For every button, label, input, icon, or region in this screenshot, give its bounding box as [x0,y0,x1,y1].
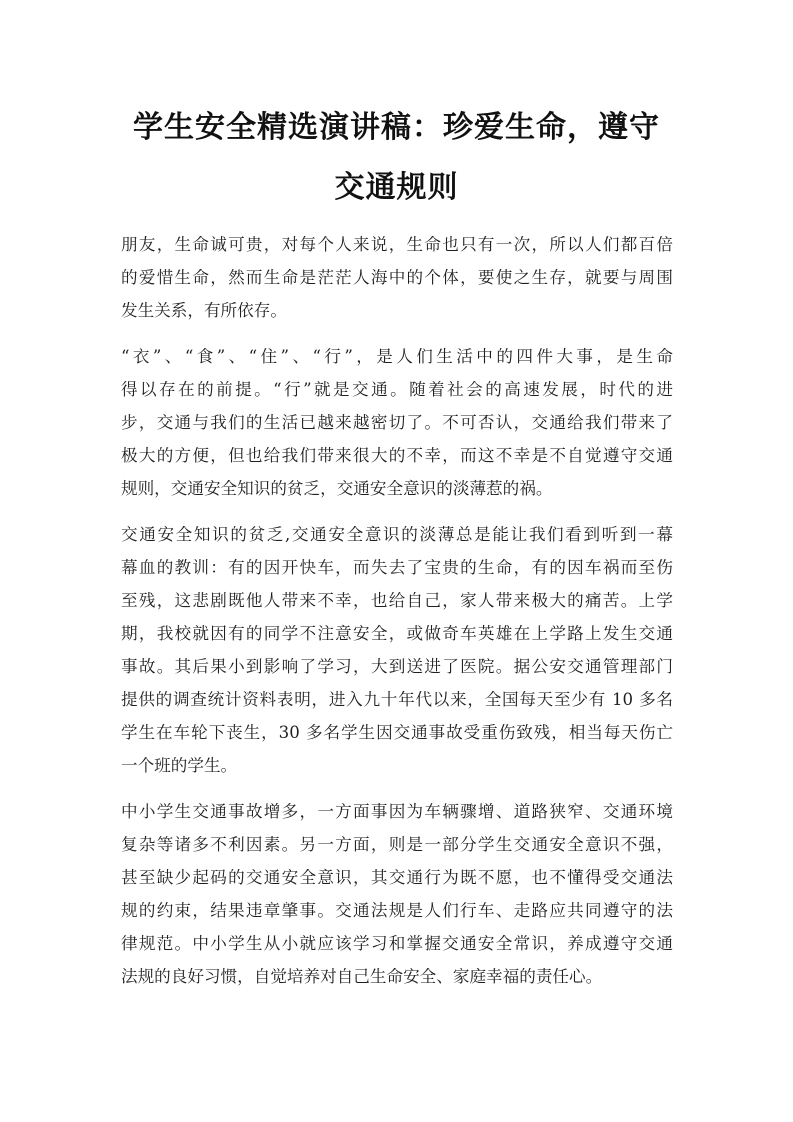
paragraph-3 [121,518,673,782]
paragraph-line: 发生关系，有所依存。 [121,301,287,320]
paragraph-line: 至残，这悲剧既他人带来不幸，也给自己，家人带来极大的痛苦。上学 [121,591,673,610]
paragraph-line: 规则，交通安全知识的贫乏，交通安全意识的淡薄惹的祸。 [121,479,553,498]
paragraph-line: 提供的调查统计资料表明，进入九十年代以来，全国每天至少有 10 多名 [121,690,673,709]
paragraph-line: 得以存在的前提。“行”就是交通。随着社会的高速发展，时代的进 [121,380,673,399]
paragraph-line: “衣”、“食”、“住”、“行”，是人们生活中的四件大事，是生命 [121,347,673,366]
page-title-line-2: 交通规则 [334,170,459,205]
paragraph-line: 极大的方便，但也给我们带来很大的不幸，而这不幸是不自觉遵守交通 [121,446,673,465]
paragraph-line: 期，我校就因有的同学不注意安全，或做奇车英雄在上学路上发生交通 [121,624,673,643]
paragraph-line: 一个班的学生。 [121,756,238,775]
paragraph-line: 规的约束，结果违章肇事。交通法规是人们行车、走路应共同遵守的法 [121,901,673,920]
paragraph-2 [121,340,673,505]
paragraph-line: 学生在车轮下丧生，30 多名学生因交通事故受重伤致残，相当每天伤亡 [121,723,673,742]
paragraph-line: 中小学生交通事故增多，一方面事因为车辆骤增、道路狭窄、交通环境 [121,802,673,821]
paragraph-line: 律规范。中小学生从小就应该学习和掌握交通安全常识，养成遵守交通 [121,934,673,953]
paragraph-line: 复杂等诸多不利因素。另一方面，则是一部分学生交通安全意识不强， [121,835,673,854]
paragraph-line: 的爱惜生命，然而生命是茫茫人海中的个体，要使之生存，就要与周围 [121,268,673,287]
paragraph-line: 事故。其后果小到影响了学习，大到送进了医院。据公安交通管理部门 [121,657,673,676]
paragraph-1 [121,228,673,327]
page-title-line-1: 学生安全精选演讲稿：珍爱生命，遵守 [133,110,660,145]
paragraph-line: 步，交通与我们的生活已越来越密切了。不可否认，交通给我们带来了 [121,413,673,432]
paragraph-4 [121,795,673,993]
paragraph-line: 法规的良好习惯，自觉培养对自己生命安全、家庭幸福的责任心。 [121,967,603,986]
article-body [121,228,673,1006]
paragraph-line: 幕血的教训：有的因开快车，而失去了宝贵的生命，有的因车祸而至伤 [121,558,673,577]
paragraph-line: 朋友，生命诚可贵，对每个人来说，生命也只有一次，所以人们都百倍 [121,235,673,254]
paragraph-line: 甚至缺少起码的交通安全意识，其交通行为既不愿，也不懂得受交通法 [121,868,673,887]
paragraph-line: 交通安全知识的贫乏,交通安全意识的淡薄总是能让我们看到听到一幕 [121,525,673,544]
